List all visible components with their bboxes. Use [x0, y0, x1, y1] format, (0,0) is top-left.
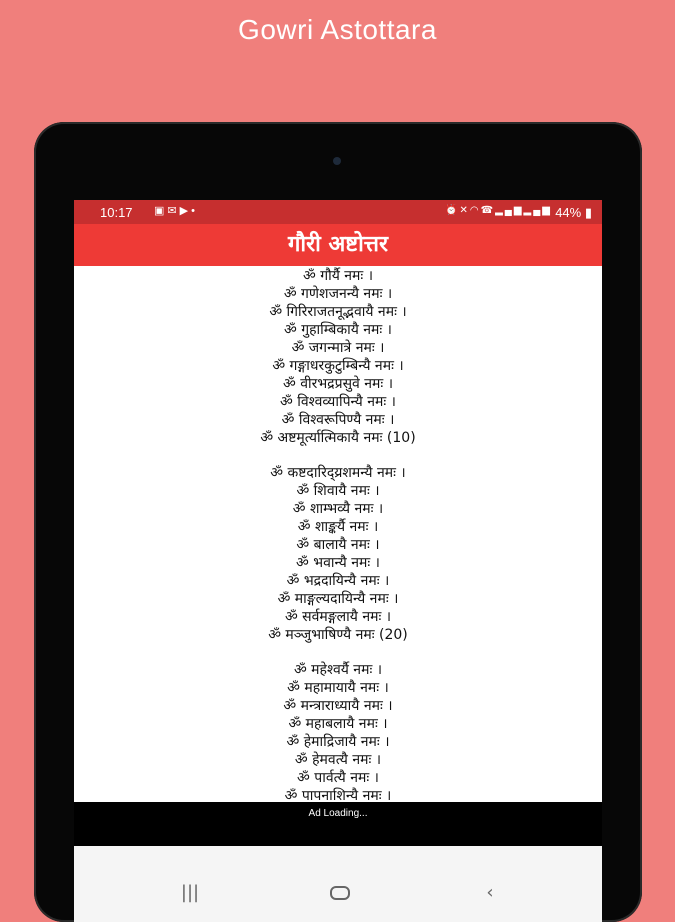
notification-icons [154, 204, 198, 217]
back-button[interactable] [470, 878, 510, 908]
list-item: ॐ पापनाशिन्यै नमः । [284, 788, 392, 802]
recents-icon: ||| [180, 882, 200, 903]
app-screen [74, 200, 602, 922]
list-item: ॐ महाबलायै नमः । [288, 716, 388, 732]
status-bar [74, 200, 602, 224]
list-item: ॐ कष्टदारिद्य्रशमन्यै नमः । [270, 465, 406, 481]
battery-icon: ▮ [581, 205, 592, 220]
list-item: ॐ हेमवत्यै नमः । [294, 752, 382, 768]
image-icon: ▣ [154, 205, 168, 217]
list-item: ॐ वीरभद्रप्रसुवे नमः । [282, 376, 394, 392]
stotra-list[interactable] [74, 266, 602, 802]
app-title-bar [74, 224, 602, 266]
list-item: ॐ मन्त्राराध्यायै नमः । [283, 698, 393, 714]
front-camera [333, 157, 341, 165]
list-item: ॐ शाम्भव्यै नमः । [292, 501, 384, 517]
list-item: ॐ अष्टमूर्त्यात्मिकायै नमः (10) [260, 430, 416, 446]
ad-loading-text: Ad Loading... [308, 808, 368, 819]
list-item: ॐ सर्वमङ्गलायै नमः । [284, 609, 392, 625]
recents-button[interactable] [170, 878, 210, 908]
list-item: ॐ विश्वरूपिण्यै नमः । [281, 412, 395, 428]
list-item: ॐ भवान्यै नमः । [296, 555, 380, 571]
list-item: ॐ पार्वत्यै नमः । [297, 770, 379, 786]
list-item: ॐ गौर्यै नमः । [302, 268, 374, 284]
list-item: ॐ गणेशजनन्यै नमः । [283, 286, 393, 302]
battery-level: 44% ▮ [555, 205, 592, 220]
stotra-section-2 [74, 464, 602, 661]
stotra-section-1 [74, 266, 602, 464]
ad-banner[interactable] [74, 802, 602, 846]
list-item: ॐ शाङ्कर्यै नमः । [297, 519, 379, 535]
list-item: ॐ गिरिराजतनूद्भवायै नमः । [269, 304, 407, 320]
list-item: ॐ बालायै नमः । [296, 537, 380, 553]
status-time: 10:17 [100, 205, 133, 220]
system-icons [445, 205, 552, 216]
dot-icon: • [191, 205, 198, 217]
mute-icon: ✕ [459, 205, 470, 216]
home-icon [330, 886, 350, 900]
tablet-device-frame [34, 122, 642, 922]
back-icon: ‹ [486, 882, 494, 903]
youtube-icon: ▶ [179, 205, 192, 217]
list-item: ॐ गुहाम्बिकायै नमः । [283, 322, 392, 338]
list-item: ॐ गङ्गाधरकुटुम्बिन्यै नमः । [272, 358, 404, 374]
list-item: ॐ महामायायै नमः । [287, 680, 389, 696]
list-item: ॐ हेमाद्रिजायै नमः । [286, 734, 390, 750]
system-nav-bar [74, 870, 602, 922]
promo-title: Gowri Astottara [238, 14, 437, 45]
list-item: ॐ भद्रदायिन्यै नमः । [286, 573, 390, 589]
call-icon: ☎ [480, 205, 496, 216]
stotra-section-3 [74, 661, 602, 802]
list-item: ॐ माङ्गल्यदायिन्यै नमः । [277, 591, 399, 607]
signal-icon: ▂▄▆ [495, 205, 524, 216]
ad-spacer [74, 846, 602, 870]
list-item: ॐ जगन्मात्रे नमः । [291, 340, 385, 356]
list-item: ॐ महेश्वर्यै नमः । [293, 662, 383, 678]
list-item: ॐ शिवायै नमः । [296, 483, 380, 499]
mail-icon: ✉ [167, 205, 180, 217]
home-button[interactable] [320, 878, 360, 908]
alarm-icon: ⏰ [445, 205, 460, 216]
app-title: गौरी अष्टोत्तर [288, 232, 388, 257]
wifi-icon: ◠ [469, 205, 481, 216]
signal-icon: ▂▄▆ [523, 205, 552, 216]
list-item: ॐ मञ्जुभाषिण्यै नमः (20) [268, 627, 408, 643]
list-item: ॐ विश्वव्यापिन्यै नमः । [280, 394, 396, 410]
